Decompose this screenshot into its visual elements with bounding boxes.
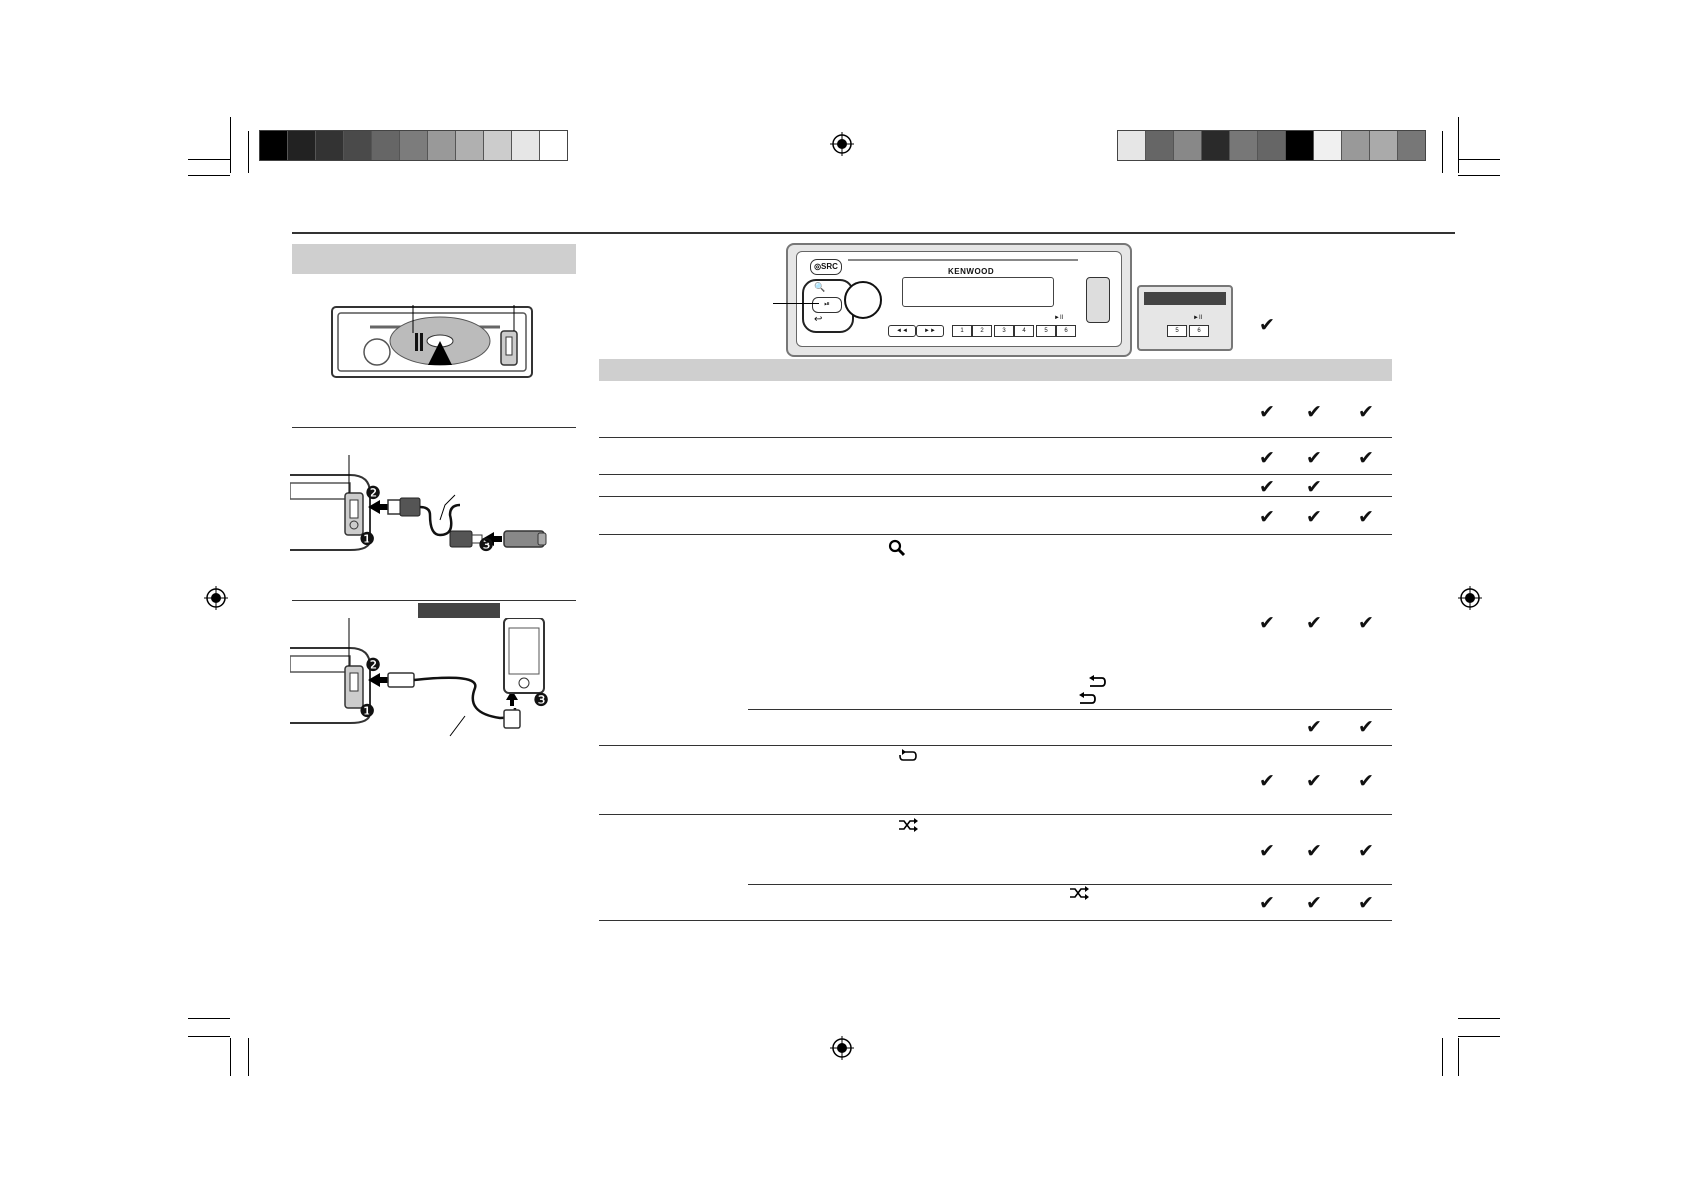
step-number-3: ❸ — [533, 690, 550, 711]
device-label-box — [418, 603, 500, 618]
swatch — [484, 131, 512, 160]
registration-mark — [204, 586, 228, 610]
crop-mark — [248, 131, 249, 173]
check-mark: ✔ — [1306, 447, 1322, 469]
ipod-connection-illustration — [290, 618, 560, 743]
play-key[interactable]: ⏯ — [812, 297, 842, 313]
swatch — [1342, 131, 1370, 160]
header-check: ✔ — [1259, 314, 1275, 336]
usb-connection-illustration — [290, 455, 560, 555]
crop-mark — [230, 1038, 231, 1076]
search-key[interactable]: 🔍 — [814, 282, 826, 292]
crop-mark — [1458, 1018, 1500, 1019]
check-mark: ✔ — [1358, 770, 1374, 792]
swatch — [456, 131, 484, 160]
check-mark: ✔ — [1358, 892, 1374, 914]
swatch — [288, 131, 316, 160]
display-window — [902, 277, 1054, 307]
registration-mark — [830, 1036, 854, 1060]
swatch — [1230, 131, 1258, 160]
check-mark: ✔ — [1306, 401, 1322, 423]
swatch — [260, 131, 288, 160]
preset-key-4[interactable]: 4 — [1014, 325, 1034, 337]
crop-mark — [1442, 131, 1443, 173]
swatch — [1118, 131, 1146, 160]
fwd-key[interactable]: ►► — [916, 325, 944, 337]
check-mark: ✔ — [1259, 506, 1275, 528]
crop-mark — [1458, 1036, 1500, 1037]
crop-mark — [1458, 117, 1459, 173]
color-bar-right — [1117, 130, 1426, 161]
step-number-3: ❸ — [478, 535, 495, 556]
section-header-left — [292, 244, 576, 274]
check-mark: ✔ — [1306, 770, 1322, 792]
check-mark: ✔ — [1259, 447, 1275, 469]
shuffle-icon — [1069, 886, 1089, 905]
crop-mark — [230, 117, 231, 173]
check-mark: ✔ — [1306, 476, 1322, 498]
crop-mark — [188, 1018, 230, 1019]
crop-mark — [248, 1038, 249, 1076]
shuffle-icon — [898, 818, 918, 837]
check-mark: ✔ — [1259, 770, 1275, 792]
back-icon — [1078, 692, 1096, 711]
swatch — [372, 131, 400, 160]
swatch — [400, 131, 428, 160]
check-mark: ✔ — [1306, 892, 1322, 914]
crop-mark — [1458, 175, 1500, 176]
preset-key-5[interactable]: 5 — [1036, 325, 1056, 337]
play-pause-key[interactable]: ►II — [1054, 315, 1064, 321]
swatch — [428, 131, 456, 160]
check-mark: ✔ — [1358, 840, 1374, 862]
remote-play-pause[interactable]: ►II — [1193, 315, 1203, 321]
section-divider — [292, 427, 576, 428]
swatch — [1146, 131, 1174, 160]
brand-label: KENWOOD — [948, 267, 995, 276]
step-number-1: ❶ — [359, 701, 376, 722]
preset-key-6[interactable]: 6 — [1056, 325, 1076, 337]
check-mark: ✔ — [1306, 840, 1322, 862]
swatch — [1286, 131, 1314, 160]
row-divider — [599, 814, 1392, 815]
swatch — [1314, 131, 1342, 160]
check-mark: ✔ — [1358, 401, 1374, 423]
check-mark: ✔ — [1259, 892, 1275, 914]
search-icon — [888, 539, 906, 562]
check-mark: ✔ — [1259, 840, 1275, 862]
preset-key-1[interactable]: 1 — [952, 325, 972, 337]
step-number-1: ❶ — [359, 529, 376, 550]
registration-mark — [830, 132, 854, 156]
check-mark: ✔ — [1259, 476, 1275, 498]
registration-mark — [1458, 586, 1482, 610]
check-mark: ✔ — [1358, 506, 1374, 528]
swatch — [1202, 131, 1230, 160]
section-divider — [292, 600, 576, 601]
sub-row-divider — [748, 884, 1392, 885]
table-header — [599, 359, 1392, 381]
swatch — [316, 131, 344, 160]
aux-port — [1086, 277, 1110, 323]
preset-key-2[interactable]: 2 — [972, 325, 992, 337]
swatch — [1174, 131, 1202, 160]
crop-mark — [1442, 1038, 1443, 1076]
step-number-2: ❷ — [365, 483, 382, 504]
remote-key-6[interactable]: 6 — [1189, 325, 1209, 337]
row-divider — [599, 474, 1392, 475]
cd-insertion-illustration — [330, 305, 535, 380]
check-mark: ✔ — [1358, 716, 1374, 738]
check-mark: ✔ — [1259, 401, 1275, 423]
preset-key-3[interactable]: 3 — [994, 325, 1014, 337]
swatch — [512, 131, 540, 160]
crop-mark — [188, 159, 230, 160]
crop-mark — [1458, 1038, 1459, 1076]
check-mark: ✔ — [1306, 506, 1322, 528]
sub-row-divider — [748, 709, 1392, 710]
volume-knob[interactable] — [844, 281, 882, 319]
src-button[interactable]: ◎SRC — [810, 259, 842, 275]
row-divider — [599, 745, 1392, 746]
swatch — [1398, 131, 1425, 160]
page-top-rule — [292, 232, 1455, 234]
callout-line — [773, 303, 819, 304]
step-number-2: ❷ — [365, 655, 382, 676]
back-key[interactable]: ↩ — [814, 314, 823, 325]
crop-mark — [1458, 159, 1500, 160]
remote-key-5[interactable]: 5 — [1167, 325, 1187, 337]
crop-mark — [188, 1036, 230, 1037]
check-mark: ✔ — [1358, 447, 1374, 469]
check-mark: ✔ — [1306, 612, 1322, 634]
rew-key[interactable]: ◄◄ — [888, 325, 916, 337]
remote-header-strip — [1144, 292, 1226, 305]
check-mark: ✔ — [1259, 612, 1275, 634]
swatch — [1370, 131, 1398, 160]
color-bar-left — [259, 130, 568, 161]
table-bottom-rule — [599, 920, 1392, 921]
crop-mark — [188, 175, 230, 176]
cd-slot — [848, 259, 1078, 267]
check-mark: ✔ — [1306, 716, 1322, 738]
swatch — [540, 131, 567, 160]
row-divider — [599, 437, 1392, 438]
remote-illustration — [1137, 285, 1233, 351]
check-mark: ✔ — [1358, 612, 1374, 634]
head-unit-illustration — [786, 243, 1132, 357]
swatch — [1258, 131, 1286, 160]
repeat-icon — [898, 749, 918, 768]
swatch — [344, 131, 372, 160]
row-divider — [599, 534, 1392, 535]
